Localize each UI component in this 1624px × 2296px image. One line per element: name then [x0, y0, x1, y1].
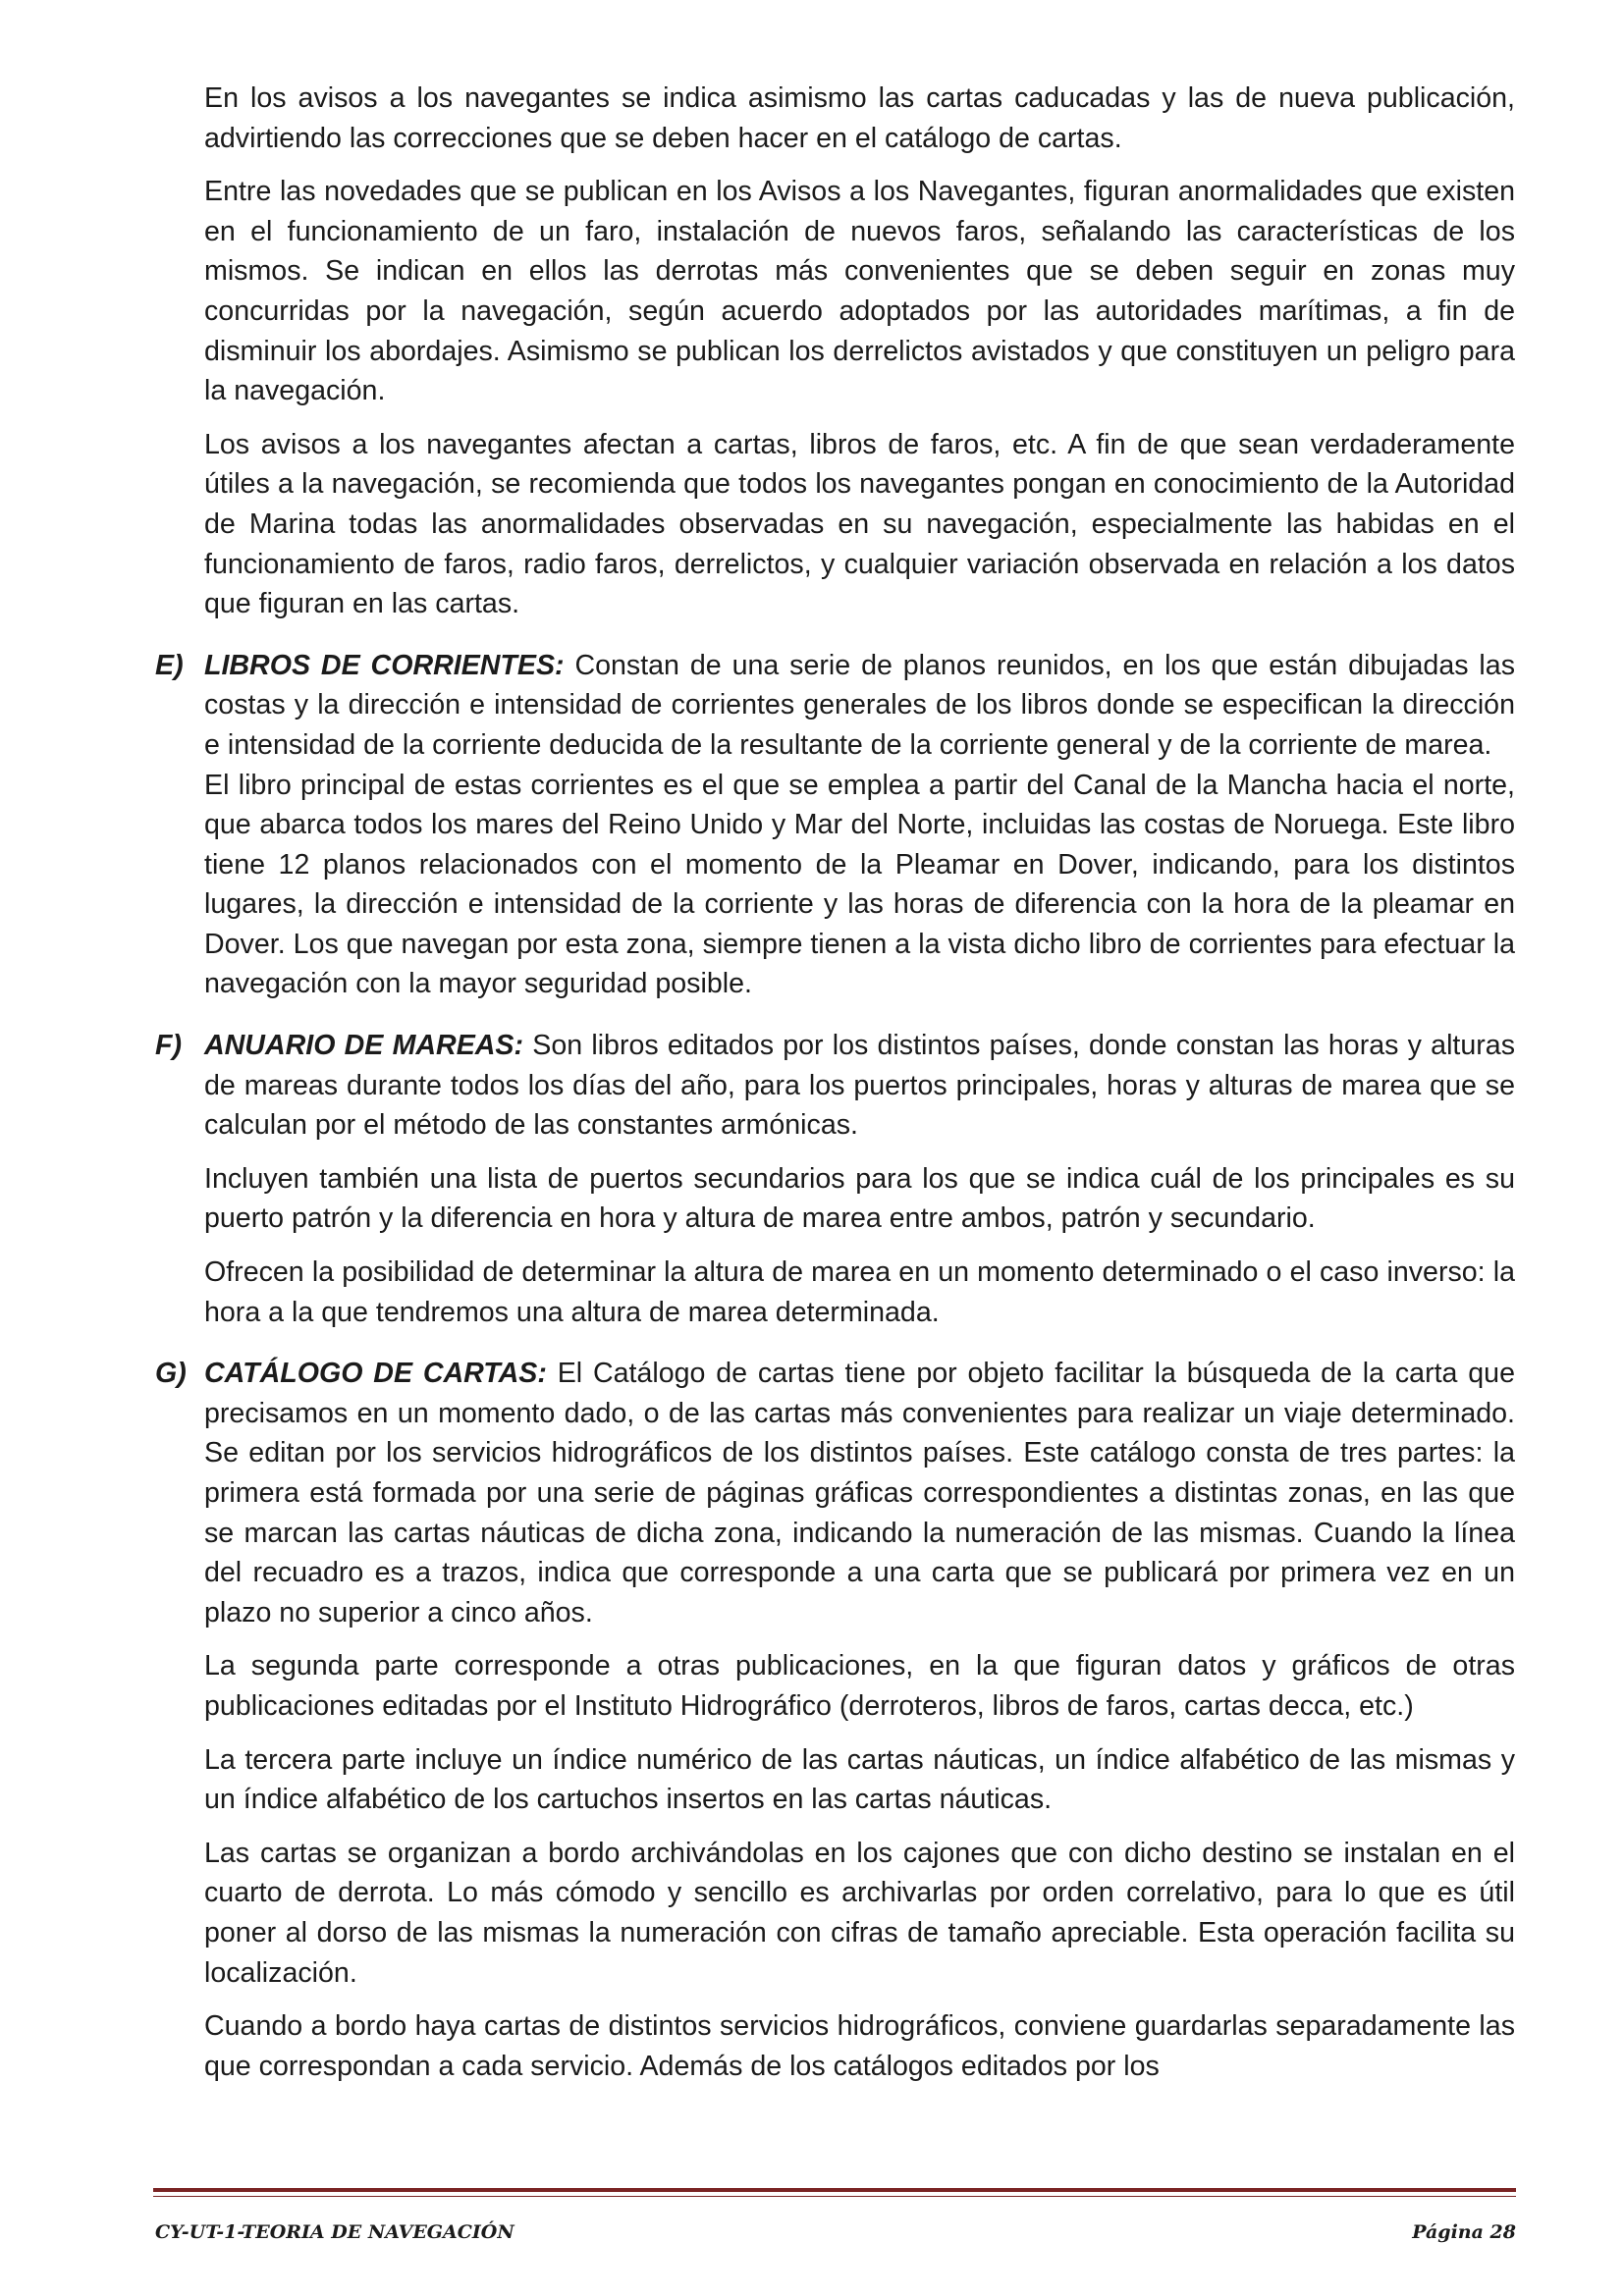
- section-g-paragraph-3: Las cartas se organizan a bordo archivándolas en los cajones que con dicho destino se instalan en el cuarto de derrota. Lo más cómodo y sencillo es archivarlas por orden correlativo, para lo que es útil poner al dorso de las mismas la numeración con cifras de tamaño apreciable. Esta operación facilita su localización.: [204, 1837, 1515, 1989]
- section-f-paragraph-1: Incluyen también una lista de puertos secundarios para los que se indica cuál de los principales es su puerto patrón y la diferencia en hora y altura de marea entre ambos, patrón y secundario.: [204, 1162, 1515, 1235]
- section-g-heading: CATÁLOGO DE CARTAS:: [204, 1358, 547, 1390]
- section-f-lead-paragraph: [204, 1026, 1515, 1146]
- intro-paragraph-2: Entre las novedades que se publican en los Avisos a los Navegantes, figuran anormalidades que existen en el funcionamiento de un faro, instalación de nuevos faros, señalando las características de los mismos. Se indican en ellos las derrotas más convenientes que se deben seguir en zonas muy concurridas por la navegación, según acuerdo adoptados por las autoridades marítimas, a fin de disminuir los abordajes. Asimismo se publican los derrelictos avistados y que constituyen un peligro para la navegación.: [204, 176, 1515, 407]
- section-f-paragraph-2: Ofrecen la posibilidad de determinar la altura de marea en un momento determinado o el caso inverso: la hora a la que tendremos una altura de marea determinada.: [204, 1256, 1515, 1328]
- footer-divider-thick: [153, 2188, 1516, 2192]
- section-g-lead-text: El Catálogo de cartas tiene por objeto facilitar la búsqueda de la carta que precisamos en un momento dado, o de las cartas más convenientes para realizar un viaje determinado. Se editan por los servicios hidrográficos de los distintos países. Este catálogo consta de tres partes: la primera está formada por una serie de páginas gráficas correspondientes a distintas zonas, en las que se marcan las cartas náuticas de dicha zona, indicando la numeración de las mismas. Cuando la línea del recuadro es a trazos, indica que corresponde a una carta que se publicará por primera vez en un plazo no superior a cinco años.: [204, 1358, 1515, 1629]
- footer-divider-thin: [153, 2196, 1516, 2197]
- section-f-heading: ANUARIO DE MAREAS:: [204, 1030, 524, 1062]
- section-g-paragraph-1: La segunda parte corresponde a otras publicaciones, en la que figuran datos y gráficos de otras publicaciones editadas por el Instituto Hidrográfico (derroteros, libros de faros, cartas decca, etc.): [204, 1650, 1515, 1722]
- page-body: [155, 79, 1515, 2100]
- section-g-paragraph-4: Cuando a bordo haya cartas de distintos servicios hidrográficos, conviene guardarlas separadamente las que correspondan a cada servicio. Además de los catálogos editados por los: [204, 2010, 1515, 2082]
- intro-paragraph-1: En los avisos a los navegantes se indica asimismo las cartas caducadas y las de nueva publicación, advirtiendo las correcciones que se deben hacer en el catálogo de cartas.: [204, 82, 1515, 154]
- intro-paragraph-3: Los avisos a los navegantes afectan a cartas, libros de faros, etc. A fin de que sean verdaderamente útiles a la navegación, se recomienda que todos los navegantes pongan en conocimiento de la Autoridad de Marina todas las anormalidades observadas en su navegación, especialmente las habidas en el funcionamiento de faros, radio faros, derrelictos, y cualquier variación observada en relación a los datos que figuran en las cartas.: [204, 428, 1515, 620]
- section-e-letter: E): [155, 649, 184, 681]
- footer-document-title: CY-UT-1-TEORIA DE NAVEGACIÓN: [155, 2221, 514, 2243]
- footer-page-number: Página 28: [1412, 2221, 1516, 2243]
- section-e-lead-paragraph: [204, 646, 1515, 766]
- section-g-lead-paragraph: [204, 1354, 1515, 1632]
- section-e-libros-de-corrientes: [155, 646, 1515, 1004]
- section-f-letter: F): [155, 1030, 182, 1062]
- section-f-anuario-de-mareas: [155, 1026, 1515, 1332]
- section-e-lead-text: Constan de una serie de planos reunidos, en los que están dibujadas las costas y la dirección e intensidad de corrientes generales de los libros donde se especifican la dirección e intensidad de la corriente deducida de la resultante de la corriente general y de la corriente de marea.: [204, 649, 1515, 761]
- section-g-catalogo-de-cartas: [155, 1354, 1515, 2086]
- section-g-letter: G): [155, 1358, 187, 1390]
- section-e-paragraph-1: El libro principal de estas corrientes es el que se emplea a partir del Canal de la Mancha hacia el norte, que abarca todos los mares del Reino Unido y Mar del Norte, incluidas las costas de Noruega. Este libro tiene 12 planos relacionados con el momento de la Pleamar en Dover, indicando, para los distintos lugares, la dirección e intensidad de la corriente y las horas de diferencia con la hora de la pleamar en Dover. Los que navegan por esta zona, siempre tienen a la vista dicho libro de corrientes para efectuar la navegación con la mayor seguridad posible.: [204, 769, 1515, 1000]
- section-f-lead-text: Son libros editados por los distintos países, donde constan las horas y alturas de mareas durante todos los días del año, para los puertos principales, horas y alturas de marea que se calculan por el método de las constantes armónicas.: [204, 1030, 1515, 1142]
- section-g-paragraph-2: La tercera parte incluye un índice numérico de las cartas náuticas, un índice alfabético de las mismas y un índice alfabético de los cartuchos insertos en las cartas náuticas.: [204, 1743, 1515, 1816]
- section-e-heading: LIBROS DE CORRIENTES:: [204, 649, 565, 681]
